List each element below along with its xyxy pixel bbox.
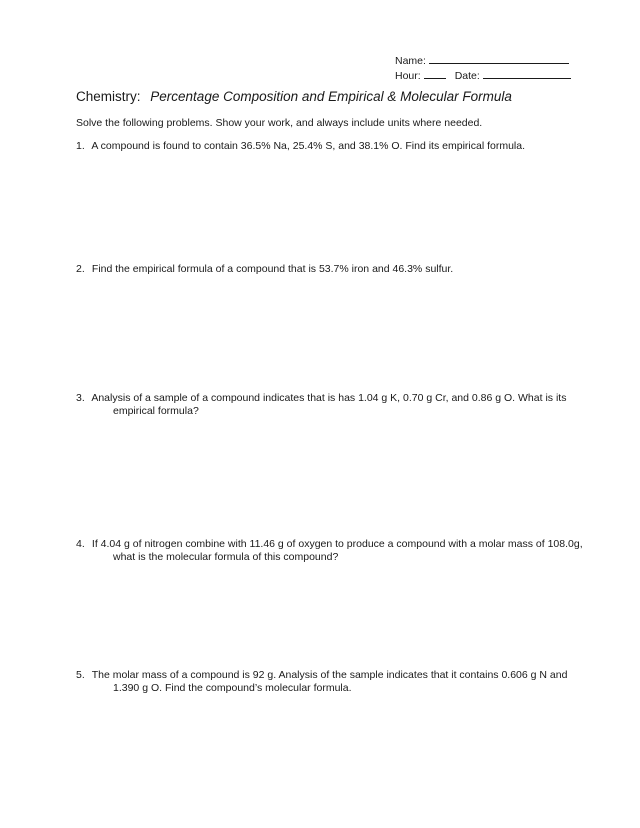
name-label: Name: (395, 55, 426, 67)
instructions-text: Solve the following problems. Show your work, and always include units where needed. (76, 117, 483, 129)
name-field-row (395, 53, 580, 68)
problem-2 (76, 263, 586, 276)
name-blank-line[interactable] (429, 53, 569, 64)
problem-text-continued: empirical formula? (113, 405, 199, 417)
problem-text: Analysis of a sample of a compound indicates that is has 1.04 g K, 0.70 g Cr, and 0.86 g O. What is its (91, 392, 567, 404)
problem-text-continued: what is the molecular formula of this compound? (113, 551, 339, 563)
problem-text-continued: 1.390 g O. Find the compound’s molecular formula. (113, 682, 352, 694)
problem-text: If 4.04 g of nitrogen combine with 11.46 g of oxygen to produce a compound with a molar mass of 108.0g, (91, 538, 583, 550)
student-info-fields (395, 53, 580, 83)
problem-4 (76, 538, 586, 564)
problem-1 (76, 140, 586, 153)
problem-number: 2. (76, 263, 85, 275)
hour-date-row (395, 68, 580, 83)
problem-text: Find the empirical formula of a compound that is 53.7% iron and 46.3% sulfur. (91, 263, 454, 275)
date-blank-line[interactable] (483, 68, 571, 79)
worksheet-title (76, 89, 512, 104)
hour-label: Hour: (395, 70, 421, 82)
problem-number: 1. (76, 140, 85, 152)
title-subject: Chemistry: (76, 89, 141, 104)
problem-text: The molar mass of a compound is 92 g. Analysis of the sample indicates that it contains 0.606 g N and (91, 669, 568, 681)
title-topic: Percentage Composition and Empirical & Molecular Formula (150, 89, 512, 104)
problem-number: 4. (76, 538, 85, 550)
problem-number: 5. (76, 669, 85, 681)
hour-blank-line[interactable] (424, 68, 446, 79)
date-label: Date: (454, 70, 480, 82)
problem-number: 3. (76, 392, 85, 404)
problem-5 (76, 669, 586, 695)
problem-text: A compound is found to contain 36.5% Na, 25.4% S, and 38.1% O. Find its empirical formula. (91, 140, 525, 152)
problem-3 (76, 392, 586, 418)
